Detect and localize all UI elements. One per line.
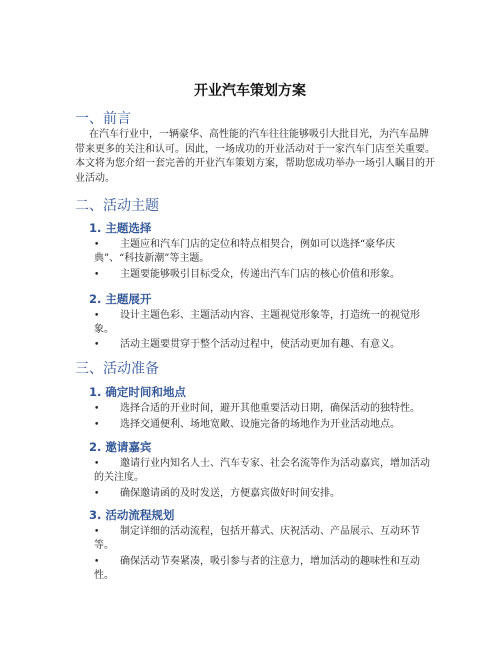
subheading-invite-guests: 2. 邀请嘉宾 — [89, 440, 152, 454]
list-item — [94, 402, 434, 416]
list-item-text: 制定详细的活动流程，包括开幕式、庆祝活动、产品展示、互动环节等。 — [94, 526, 420, 551]
bullet-icon: • — [94, 527, 100, 537]
section-heading-preface: 一、前言 — [75, 111, 131, 127]
preface-paragraph: 在汽车行业中，一辆豪华、高性能的汽车往往能够吸引大批目光，为汽车品牌带来更多的关注和认可。因此，一场成功的开业活动对于一家汽车门店至关重要。本文将为您介绍一套完善的开业汽车策划方案，帮助您成功举办一场引人瞩目的开业活动。 — [75, 129, 435, 184]
list-item — [94, 525, 434, 553]
list-item — [94, 268, 434, 282]
subheading-time-location: 1. 确定时间和地点 — [89, 385, 186, 399]
section-heading-theme: 二、活动主题 — [75, 198, 159, 214]
list-item — [94, 338, 434, 352]
list-item — [94, 238, 434, 266]
bullet-icon: • — [94, 311, 100, 321]
list-item-text: 邀请行业内知名人士、汽车专家、社会名流等作为活动嘉宾，增加活动的关注度。 — [94, 458, 430, 483]
subheading-theme-expansion: 2. 主题展开 — [89, 292, 152, 306]
bullet-icon: • — [94, 270, 100, 280]
list-item — [94, 487, 434, 501]
list-item — [94, 418, 434, 432]
list-item — [94, 457, 434, 485]
list-item — [94, 309, 434, 337]
list-item-text: 活动主题要贯穿于整个活动过程中，使活动更加有趣、有意义。 — [120, 339, 400, 350]
list-item-text: 主题应和汽车门店的定位和特点相契合，例如可以选择“豪华庆典”、“科技新潮”等主题。 — [94, 239, 396, 264]
bullet-icon: • — [94, 340, 100, 350]
list-item-text: 选择交通便利、场地宽敞、设施完备的场地作为开业活动地点。 — [120, 419, 400, 430]
bullet-icon: • — [94, 404, 100, 414]
list-item-text: 设计主题色彩、主题活动内容、主题视觉形象等，打造统一的视觉形象。 — [94, 310, 420, 335]
list-item — [94, 555, 434, 583]
list-item-text: 选择合适的开业时间，避开其他重要活动日期，确保活动的独特性。 — [120, 403, 420, 414]
bullet-icon: • — [94, 240, 100, 250]
list-item-text: 主题要能够吸引目标受众，传递出汽车门店的核心价值和形象。 — [120, 269, 400, 280]
document-title: 开业汽车策划方案 — [194, 83, 306, 99]
list-item-text: 确保活动节奏紧凑，吸引参与者的注意力，增加活动的趣味性和互动性。 — [94, 556, 420, 581]
bullet-icon: • — [94, 420, 100, 430]
list-item-text: 确保邀请函的及时发送，方便嘉宾做好时间安排。 — [120, 488, 340, 499]
bullet-icon: • — [94, 489, 100, 499]
section-heading-preparation: 三、活动准备 — [75, 361, 159, 377]
bullet-icon: • — [94, 459, 100, 469]
subheading-theme-selection: 1. 主题选择 — [89, 221, 152, 235]
bullet-icon: • — [94, 557, 100, 567]
subheading-process-planning: 3. 活动流程规划 — [89, 508, 175, 522]
